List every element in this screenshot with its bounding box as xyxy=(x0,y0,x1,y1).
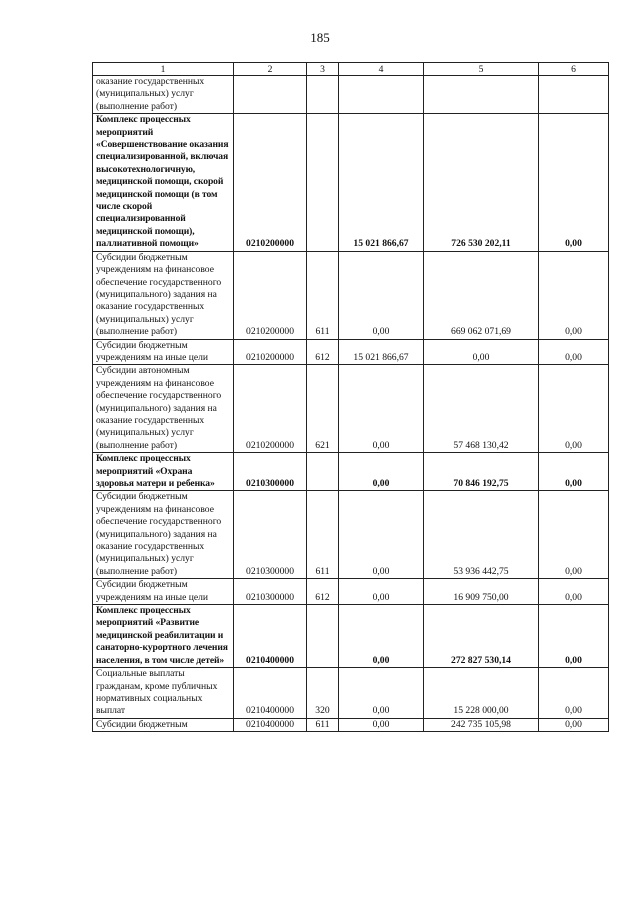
table-row xyxy=(93,718,609,731)
row-amount-col6-cell: 0,00 xyxy=(539,718,609,731)
row-name-cell: оказание государственных (муниципальных) услуг (выполнение работ) xyxy=(93,76,234,114)
row-amount-col5-cell: 70 846 192,75 xyxy=(424,453,539,491)
table-row xyxy=(93,339,609,365)
row-expense-type-cell: 611 xyxy=(307,718,339,731)
row-code-cell: 0210400000 xyxy=(234,718,307,731)
row-amount-col5-cell: 0,00 xyxy=(424,339,539,365)
row-expense-type-cell: 611 xyxy=(307,491,339,579)
row-amount-col6-cell: 0,00 xyxy=(539,453,609,491)
row-name-cell: Субсидии бюджетным xyxy=(93,718,234,731)
row-name-cell: Субсидии бюджетным учреждениям на иные цели xyxy=(93,339,234,365)
column-header: 1 xyxy=(93,63,234,76)
row-amount-col4-cell xyxy=(339,76,424,114)
row-amount-col6-cell: 0,00 xyxy=(539,668,609,719)
row-expense-type-cell: 611 xyxy=(307,251,339,339)
row-amount-col4-cell: 0,00 xyxy=(339,718,424,731)
row-name-cell: Комплекс процессных мероприятий «Охрана здоровья матери и ребенка» xyxy=(93,453,234,491)
row-code-cell: 0210200000 xyxy=(234,365,307,453)
table-row xyxy=(93,579,609,605)
row-code-cell: 0210300000 xyxy=(234,579,307,605)
row-amount-col6-cell: 0,00 xyxy=(539,339,609,365)
row-amount-col5-cell: 16 909 750,00 xyxy=(424,579,539,605)
row-amount-col6-cell: 0,00 xyxy=(539,605,609,668)
row-code-cell: 0210300000 xyxy=(234,491,307,579)
row-amount-col6-cell: 0,00 xyxy=(539,114,609,251)
row-expense-type-cell: 320 xyxy=(307,668,339,719)
row-amount-col5-cell: 57 468 130,42 xyxy=(424,365,539,453)
row-code-cell: 0210400000 xyxy=(234,605,307,668)
table-row xyxy=(93,668,609,719)
column-header: 6 xyxy=(539,63,609,76)
column-header: 3 xyxy=(307,63,339,76)
row-expense-type-cell: 612 xyxy=(307,339,339,365)
row-amount-col4-cell: 15 021 866,67 xyxy=(339,339,424,365)
column-header: 2 xyxy=(234,63,307,76)
row-amount-col6-cell xyxy=(539,76,609,114)
row-amount-col5-cell: 669 062 071,69 xyxy=(424,251,539,339)
budget-table xyxy=(92,62,609,732)
row-amount-col4-cell: 15 021 866,67 xyxy=(339,114,424,251)
row-amount-col4-cell: 0,00 xyxy=(339,365,424,453)
row-amount-col5-cell: 53 936 442,75 xyxy=(424,491,539,579)
row-code-cell: 0210400000 xyxy=(234,668,307,719)
row-amount-col5-cell: 272 827 530,14 xyxy=(424,605,539,668)
table-body xyxy=(93,63,609,732)
row-name-cell: Субсидии бюджетным учреждениям на финансовое обеспечение государственного (муниципального) задания на оказание государственных (муниципальных) услуг (выполнение работ) xyxy=(93,491,234,579)
row-code-cell: 0210200000 xyxy=(234,114,307,251)
row-code-cell: 0210200000 xyxy=(234,251,307,339)
row-code-cell xyxy=(234,76,307,114)
row-expense-type-cell xyxy=(307,114,339,251)
row-name-cell: Субсидии автономным учреждениям на финансовое обеспечение государственного (муниципального) задания на оказание государственных (муниципальных) услуг (выполнение работ) xyxy=(93,365,234,453)
table-row xyxy=(93,491,609,579)
row-amount-col6-cell: 0,00 xyxy=(539,251,609,339)
row-code-cell: 0210200000 xyxy=(234,339,307,365)
row-amount-col4-cell: 0,00 xyxy=(339,491,424,579)
row-amount-col4-cell: 0,00 xyxy=(339,251,424,339)
table-row xyxy=(93,114,609,251)
row-amount-col6-cell: 0,00 xyxy=(539,491,609,579)
row-amount-col5-cell xyxy=(424,76,539,114)
row-name-cell: Комплекс процессных мероприятий «Развитие медицинской реабилитации и санаторно-курортного лечения населения, в том числе детей» xyxy=(93,605,234,668)
row-amount-col6-cell: 0,00 xyxy=(539,365,609,453)
row-amount-col5-cell: 726 530 202,11 xyxy=(424,114,539,251)
column-header: 4 xyxy=(339,63,424,76)
row-amount-col5-cell: 242 735 105,98 xyxy=(424,718,539,731)
table-row xyxy=(93,605,609,668)
table-row xyxy=(93,365,609,453)
table-row xyxy=(93,76,609,114)
row-expense-type-cell xyxy=(307,453,339,491)
column-header: 5 xyxy=(424,63,539,76)
table-row xyxy=(93,453,609,491)
row-name-cell: Комплекс процессных мероприятий «Совершенствование оказания специализированной, включая высокотехнологичную, медицинской помощи, скорой медицинской помощи (в том числе скорой специализированной медицинской помощи), паллиативной помощи» xyxy=(93,114,234,251)
row-expense-type-cell: 612 xyxy=(307,579,339,605)
row-name-cell: Субсидии бюджетным учреждениям на финансовое обеспечение государственного (муниципального) задания на оказание государственных (муниципальных) услуг (выполнение работ) xyxy=(93,251,234,339)
row-amount-col4-cell: 0,00 xyxy=(339,453,424,491)
row-amount-col4-cell: 0,00 xyxy=(339,579,424,605)
table-header-row xyxy=(93,63,609,76)
row-name-cell: Субсидии бюджетным учреждениям на иные цели xyxy=(93,579,234,605)
table-row xyxy=(93,251,609,339)
row-name-cell: Социальные выплаты гражданам, кроме публичных нормативных социальных выплат xyxy=(93,668,234,719)
row-amount-col6-cell: 0,00 xyxy=(539,579,609,605)
page-number: 185 xyxy=(310,30,330,45)
row-expense-type-cell: 621 xyxy=(307,365,339,453)
row-expense-type-cell xyxy=(307,605,339,668)
row-amount-col5-cell: 15 228 000,00 xyxy=(424,668,539,719)
row-expense-type-cell xyxy=(307,76,339,114)
row-code-cell: 0210300000 xyxy=(234,453,307,491)
row-amount-col4-cell: 0,00 xyxy=(339,605,424,668)
row-amount-col4-cell: 0,00 xyxy=(339,668,424,719)
